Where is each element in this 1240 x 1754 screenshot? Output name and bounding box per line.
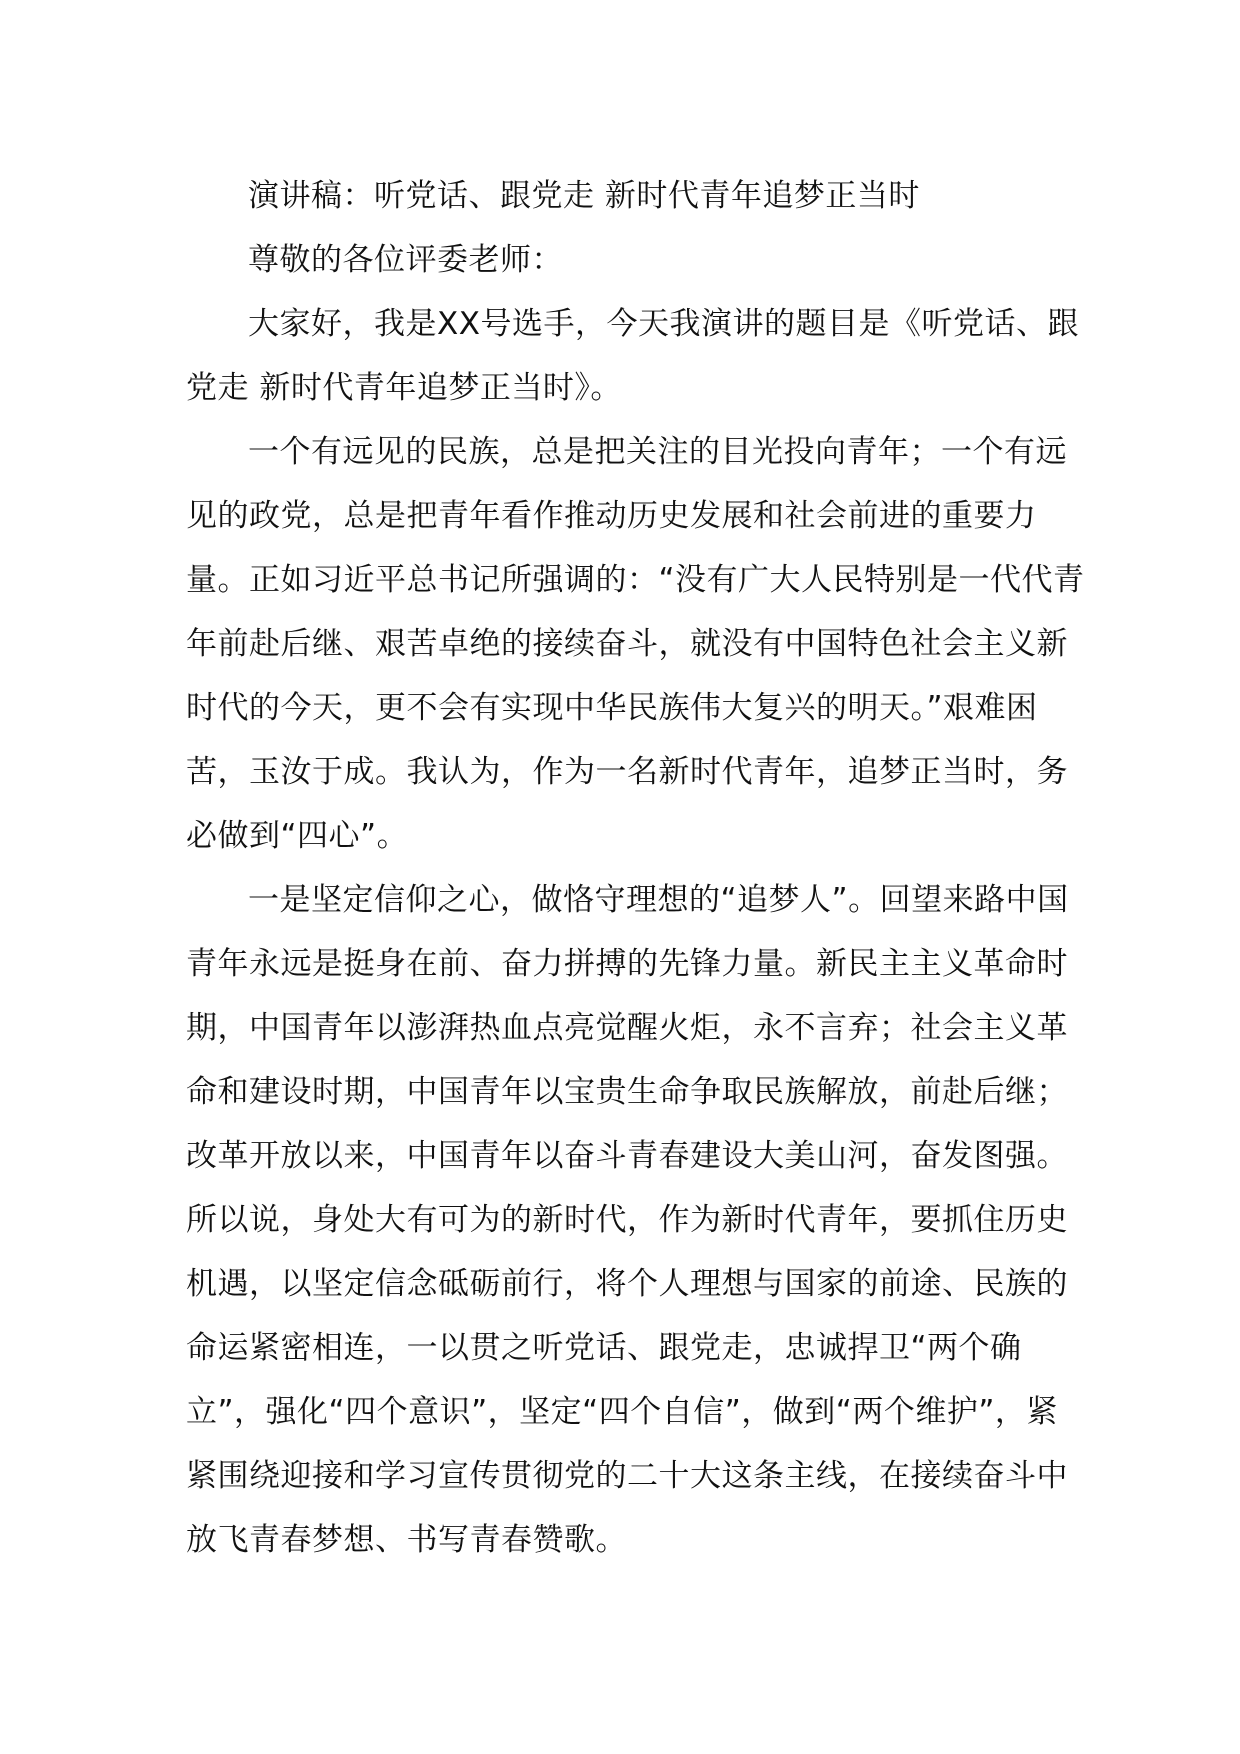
paragraph-greeting: 大家好，我是XX号选手，今天我演讲的题目是《听党话、跟党走 新时代青年追梦正当时》。 <box>186 306 1079 406</box>
paragraph-point-one: 一是坚定信仰之心，做恪守理想的“追梦人”。回望来路中国青年永远是挺身在前、奋力拼搏的先锋力量。新民主主义革命时期，中国青年以澎湃热血点亮觉醒火炬，永不言弃；社会主义革命和建设时期，中国青年以宝贵生命争取民族解放，前赴后继；改革开放以来，中国青年以奋斗青春建设大美山河，奋发图强。所以说，身处大有可为的新时代，作为新时代青年，要抓住历史机遇，以坚定信念砥砺前行，将个人理想与国家的前途、民族的命运紧密相连，一以贯之听党话、跟党走，忠诚捍卫“两个确立”，强化“四个意识”，坚定“四个自信”，做到“两个维护”，紧紧围绕迎接和学习宣传贯彻党的二十大这条主线，在接续奋斗中放飞青春梦想、书写青春赞歌。 <box>186 882 1069 1558</box>
paragraph-intro: 一个有远见的民族，总是把关注的目光投向青年；一个有远见的政党，总是把青年看作推动历史发展和社会前进的重要力量。正如习近平总书记所强调的：“没有广大人民特别是一代代青年前赴后继、艰苦卓绝的接续奋斗，就没有中国特色社会主义新时代的今天，更不会有实现中华民族伟大复兴的明天。”艰难困苦，玉汝于成。我认为，作为一名新时代青年，追梦正当时，务必做到“四心”。 <box>186 434 1085 854</box>
document-title: 演讲稿：听党话、跟党走 新时代青年追梦正当时 <box>248 178 920 214</box>
salutation: 尊敬的各位评委老师： <box>248 242 563 278</box>
document-body <box>186 164 1086 1572</box>
